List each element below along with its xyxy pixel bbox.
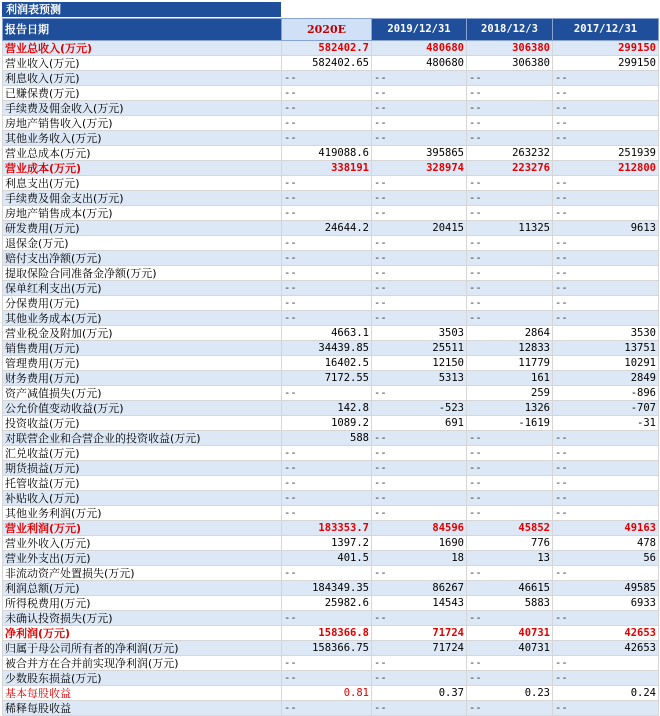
row-label[interactable]: 托管收益(万元) — [3, 476, 282, 491]
row-label[interactable]: 补贴收入(万元) — [3, 491, 282, 506]
cell-2018[interactable]: -- — [467, 431, 553, 446]
cell-2020e[interactable]: 183353.7 — [282, 521, 372, 536]
cell-2019[interactable]: -- — [372, 296, 467, 311]
cell-2017[interactable]: -- — [553, 101, 659, 116]
table-row — [3, 41, 659, 56]
cell-2017[interactable]: -- — [553, 491, 659, 506]
cell-2017[interactable]: -- — [553, 311, 659, 326]
cell-2019[interactable]: 0.37 — [372, 686, 467, 701]
table-row — [3, 536, 659, 551]
row-label[interactable]: 利润总额(万元) — [3, 581, 282, 596]
row-label[interactable]: 分保费用(万元) — [3, 296, 282, 311]
table-row — [3, 656, 659, 671]
cell-2018[interactable]: -- — [467, 671, 553, 686]
cell-2019[interactable]: 691 — [372, 416, 467, 431]
cell-2020e[interactable]: 0.81 — [282, 686, 372, 701]
cell-2020e[interactable]: 4663.1 — [282, 326, 372, 341]
cell-2019[interactable]: 1690 — [372, 536, 467, 551]
table-row — [3, 446, 659, 461]
header-col-2020e[interactable]: 2020E — [282, 19, 372, 41]
cell-2019[interactable]: -- — [372, 206, 467, 221]
cell-2017[interactable]: -- — [553, 131, 659, 146]
cell-2018[interactable]: -- — [467, 611, 553, 626]
table-row — [3, 71, 659, 86]
cell-2017[interactable]: 10291 — [553, 356, 659, 371]
cell-2019[interactable]: -- — [372, 461, 467, 476]
cell-2020e[interactable]: -- — [282, 176, 372, 191]
cell-2019[interactable]: 12150 — [372, 356, 467, 371]
cell-2018[interactable]: -- — [467, 191, 553, 206]
table-row — [3, 266, 659, 281]
cell-2019[interactable]: 71724 — [372, 641, 467, 656]
cell-2020e[interactable]: -- — [282, 296, 372, 311]
cell-2017[interactable]: -- — [553, 476, 659, 491]
cell-2019[interactable]: -- — [372, 176, 467, 191]
cell-2020e[interactable]: 419088.6 — [282, 146, 372, 161]
cell-2020e[interactable]: -- — [282, 446, 372, 461]
table-row — [3, 251, 659, 266]
table-row — [3, 116, 659, 131]
cell-2018[interactable]: -- — [467, 701, 553, 716]
row-label[interactable]: 保单红利支出(万元) — [3, 281, 282, 296]
cell-2019[interactable]: -- — [372, 236, 467, 251]
row-label[interactable]: 少数股东损益(万元) — [3, 671, 282, 686]
cell-2017[interactable]: -- — [553, 296, 659, 311]
cell-2017[interactable]: 478 — [553, 536, 659, 551]
cell-2018[interactable]: 11779 — [467, 356, 553, 371]
row-label[interactable]: 销售费用(万元) — [3, 341, 282, 356]
cell-2017[interactable]: 49163 — [553, 521, 659, 536]
table-row — [3, 281, 659, 296]
cell-2020e[interactable]: -- — [282, 191, 372, 206]
row-label[interactable]: 对联营企业和合营企业的投资收益(万元) — [3, 431, 282, 446]
table-row — [3, 131, 659, 146]
table-row — [3, 101, 659, 116]
cell-2019[interactable]: -- — [372, 71, 467, 86]
cell-2019[interactable]: -- — [372, 386, 467, 401]
cell-2017[interactable]: 2849 — [553, 371, 659, 386]
cell-2017[interactable]: -- — [553, 236, 659, 251]
cell-2020e[interactable]: -- — [282, 71, 372, 86]
row-label[interactable]: 被合并方在合并前实现净利润(万元) — [3, 656, 282, 671]
cell-2018[interactable]: -- — [467, 101, 553, 116]
row-label[interactable]: 期货损益(万元) — [3, 461, 282, 476]
cell-2020e[interactable]: 7172.55 — [282, 371, 372, 386]
cell-2019[interactable]: 86267 — [372, 581, 467, 596]
cell-2018[interactable]: -- — [467, 476, 553, 491]
cell-2018[interactable]: -- — [467, 206, 553, 221]
row-label[interactable]: 房地产销售收入(万元) — [3, 116, 282, 131]
cell-2017[interactable]: 49585 — [553, 581, 659, 596]
cell-2019[interactable]: -- — [372, 311, 467, 326]
cell-2019[interactable]: 480680 — [372, 56, 467, 71]
cell-2018[interactable]: 46615 — [467, 581, 553, 596]
cell-2020e[interactable]: 158366.8 — [282, 626, 372, 641]
cell-2020e[interactable]: -- — [282, 671, 372, 686]
cell-2019[interactable]: -- — [372, 86, 467, 101]
cell-2020e[interactable]: -- — [282, 131, 372, 146]
table-row — [3, 371, 659, 386]
cell-2020e[interactable]: 582402.7 — [282, 41, 372, 56]
cell-2017[interactable]: 251939 — [553, 146, 659, 161]
cell-2018[interactable]: -- — [467, 176, 553, 191]
cell-2017[interactable]: -- — [553, 86, 659, 101]
cell-2020e[interactable]: -- — [282, 311, 372, 326]
row-label[interactable]: 利息支出(万元) — [3, 176, 282, 191]
cell-2017[interactable]: 299150 — [553, 41, 659, 56]
cell-2019[interactable]: -- — [372, 446, 467, 461]
cell-2020e[interactable]: -- — [282, 611, 372, 626]
header-row — [3, 19, 659, 41]
cell-2017[interactable]: 9613 — [553, 221, 659, 236]
cell-2020e[interactable]: 1089.2 — [282, 416, 372, 431]
cell-2018[interactable]: -- — [467, 491, 553, 506]
cell-2020e[interactable]: 24644.2 — [282, 221, 372, 236]
cell-2020e[interactable]: 16402.5 — [282, 356, 372, 371]
row-label[interactable]: 资产减值损失(万元) — [3, 386, 282, 401]
table-row — [3, 566, 659, 581]
cell-2018[interactable]: 223276 — [467, 161, 553, 176]
cell-2018[interactable]: 40731 — [467, 641, 553, 656]
cell-2018[interactable]: 5883 — [467, 596, 553, 611]
cell-2019[interactable]: 84596 — [372, 521, 467, 536]
cell-2020e[interactable]: -- — [282, 281, 372, 296]
cell-2019[interactable]: -- — [372, 701, 467, 716]
table-row — [3, 476, 659, 491]
row-label[interactable]: 营业总成本(万元) — [3, 146, 282, 161]
cell-2019[interactable]: 328974 — [372, 161, 467, 176]
cell-2018[interactable]: 776 — [467, 536, 553, 551]
cell-2017[interactable]: -- — [553, 281, 659, 296]
cell-2017[interactable]: -707 — [553, 401, 659, 416]
cell-2019[interactable]: 395865 — [372, 146, 467, 161]
cell-2018[interactable]: -- — [467, 251, 553, 266]
cell-2020e[interactable]: -- — [282, 491, 372, 506]
cell-2020e[interactable]: -- — [282, 266, 372, 281]
table-row — [3, 461, 659, 476]
cell-2020e[interactable]: -- — [282, 566, 372, 581]
cell-2018[interactable]: 161 — [467, 371, 553, 386]
cell-2018[interactable]: 45852 — [467, 521, 553, 536]
cell-2018[interactable]: -- — [467, 506, 553, 521]
cell-2020e[interactable]: -- — [282, 251, 372, 266]
cell-2018[interactable]: -- — [467, 236, 553, 251]
cell-2018[interactable]: -- — [467, 131, 553, 146]
income-statement-table — [2, 18, 659, 716]
cell-2017[interactable]: -896 — [553, 386, 659, 401]
row-label[interactable]: 净利润(万元) — [3, 626, 282, 641]
cell-2018[interactable]: 11325 — [467, 221, 553, 236]
cell-2017[interactable]: -- — [553, 251, 659, 266]
cell-2020e[interactable]: -- — [282, 386, 372, 401]
cell-2018[interactable]: -- — [467, 116, 553, 131]
cell-2018[interactable]: -- — [467, 656, 553, 671]
row-label[interactable]: 汇兑收益(万元) — [3, 446, 282, 461]
cell-2019[interactable]: -- — [372, 476, 467, 491]
cell-2020e[interactable]: -- — [282, 506, 372, 521]
row-label[interactable]: 已赚保费(万元) — [3, 86, 282, 101]
cell-2020e[interactable]: 34439.85 — [282, 341, 372, 356]
cell-2018[interactable]: -- — [467, 71, 553, 86]
cell-2017[interactable]: -- — [553, 506, 659, 521]
table-row — [3, 341, 659, 356]
row-label[interactable]: 未确认投资损失(万元) — [3, 611, 282, 626]
cell-2019[interactable]: -- — [372, 431, 467, 446]
cell-2018[interactable]: -- — [467, 461, 553, 476]
row-label[interactable]: 归属于母公司所有者的净利润(万元) — [3, 641, 282, 656]
cell-2019[interactable]: -- — [372, 191, 467, 206]
cell-2019[interactable]: -- — [372, 656, 467, 671]
cell-2019[interactable]: -- — [372, 101, 467, 116]
table-row — [3, 86, 659, 101]
row-label[interactable]: 研发费用(万元) — [3, 221, 282, 236]
cell-2018[interactable]: 0.23 — [467, 686, 553, 701]
table-row — [3, 701, 659, 716]
cell-2020e[interactable]: -- — [282, 656, 372, 671]
table-row — [3, 641, 659, 656]
cell-2020e[interactable]: -- — [282, 461, 372, 476]
cell-2019[interactable]: -- — [372, 566, 467, 581]
sheet-title: 利润表预测 — [2, 2, 281, 17]
cell-2017[interactable]: -- — [553, 266, 659, 281]
cell-2019[interactable]: -- — [372, 266, 467, 281]
table-row — [3, 521, 659, 536]
cell-2017[interactable]: -- — [553, 206, 659, 221]
table-row — [3, 611, 659, 626]
cell-2017[interactable]: -31 — [553, 416, 659, 431]
cell-2018[interactable]: 259 — [467, 386, 553, 401]
table-row — [3, 416, 659, 431]
cell-2020e[interactable]: 1397.2 — [282, 536, 372, 551]
table-row — [3, 551, 659, 566]
cell-2018[interactable]: -- — [467, 311, 553, 326]
cell-2017[interactable]: -- — [553, 446, 659, 461]
table-row — [3, 596, 659, 611]
row-label[interactable]: 营业成本(万元) — [3, 161, 282, 176]
cell-2017[interactable]: 0.24 — [553, 686, 659, 701]
cell-2018[interactable]: 1326 — [467, 401, 553, 416]
cell-2020e[interactable]: -- — [282, 101, 372, 116]
row-label[interactable]: 营业外支出(万元) — [3, 551, 282, 566]
row-label[interactable]: 房地产销售成本(万元) — [3, 206, 282, 221]
table-row — [3, 146, 659, 161]
row-label[interactable]: 所得税费用(万元) — [3, 596, 282, 611]
cell-2017[interactable]: -- — [553, 176, 659, 191]
cell-2018[interactable]: 40731 — [467, 626, 553, 641]
cell-2018[interactable]: 306380 — [467, 56, 553, 71]
cell-2017[interactable]: -- — [553, 431, 659, 446]
row-label[interactable]: 管理费用(万元) — [3, 356, 282, 371]
row-label[interactable]: 公允价值变动收益(万元) — [3, 401, 282, 416]
cell-2019[interactable]: 480680 — [372, 41, 467, 56]
cell-2019[interactable]: -- — [372, 671, 467, 686]
table-row — [3, 431, 659, 446]
cell-2017[interactable]: -- — [553, 701, 659, 716]
cell-2019[interactable]: -- — [372, 281, 467, 296]
table-row — [3, 206, 659, 221]
cell-2019[interactable]: -- — [372, 491, 467, 506]
table-row — [3, 491, 659, 506]
cell-2017[interactable]: 42653 — [553, 641, 659, 656]
cell-2020e[interactable]: 588 — [282, 431, 372, 446]
cell-2020e[interactable]: -- — [282, 116, 372, 131]
cell-2017[interactable]: 13751 — [553, 341, 659, 356]
table-row — [3, 191, 659, 206]
row-label[interactable]: 提取保险合同准备金净额(万元) — [3, 266, 282, 281]
cell-2019[interactable]: -- — [372, 116, 467, 131]
row-label[interactable]: 投资收益(万元) — [3, 416, 282, 431]
cell-2017[interactable]: -- — [553, 191, 659, 206]
cell-2019[interactable]: -- — [372, 611, 467, 626]
cell-2018[interactable]: 13 — [467, 551, 553, 566]
table-row — [3, 626, 659, 641]
row-label[interactable]: 营业税金及附加(万元) — [3, 326, 282, 341]
cell-2017[interactable]: -- — [553, 71, 659, 86]
table-row — [3, 56, 659, 71]
table-row — [3, 386, 659, 401]
row-label[interactable]: 稀释每股收益 — [3, 701, 282, 716]
cell-2018[interactable]: 263232 — [467, 146, 553, 161]
cell-2019[interactable]: -523 — [372, 401, 467, 416]
cell-2019[interactable]: 71724 — [372, 626, 467, 641]
cell-2019[interactable]: 3503 — [372, 326, 467, 341]
cell-2019[interactable]: -- — [372, 506, 467, 521]
cell-2017[interactable]: 3530 — [553, 326, 659, 341]
cell-2019[interactable]: -- — [372, 251, 467, 266]
cell-2020e[interactable]: -- — [282, 206, 372, 221]
row-label[interactable]: 营业利润(万元) — [3, 521, 282, 536]
cell-2018[interactable]: -- — [467, 86, 553, 101]
row-label[interactable]: 手续费及佣金收入(万元) — [3, 101, 282, 116]
row-label[interactable]: 营业收入(万元) — [3, 56, 282, 71]
cell-2018[interactable]: 12833 — [467, 341, 553, 356]
cell-2020e[interactable]: 338191 — [282, 161, 372, 176]
row-label[interactable]: 财务费用(万元) — [3, 371, 282, 386]
cell-2020e[interactable]: 158366.75 — [282, 641, 372, 656]
row-label[interactable]: 赔付支出净额(万元) — [3, 251, 282, 266]
table-row — [3, 221, 659, 236]
cell-2019[interactable]: 25511 — [372, 341, 467, 356]
row-label[interactable]: 其他业务成本(万元) — [3, 311, 282, 326]
cell-2019[interactable]: 18 — [372, 551, 467, 566]
table-row — [3, 176, 659, 191]
table-row — [3, 311, 659, 326]
table-row — [3, 296, 659, 311]
cell-2018[interactable]: 306380 — [467, 41, 553, 56]
cell-2020e[interactable]: 142.8 — [282, 401, 372, 416]
cell-2020e[interactable]: -- — [282, 701, 372, 716]
cell-2018[interactable]: -- — [467, 446, 553, 461]
table-row — [3, 236, 659, 251]
cell-2019[interactable]: -- — [372, 131, 467, 146]
row-label[interactable]: 利息收入(万元) — [3, 71, 282, 86]
table-row — [3, 401, 659, 416]
cell-2018[interactable]: -- — [467, 296, 553, 311]
row-label[interactable]: 其他业务利润(万元) — [3, 506, 282, 521]
header-col-2018[interactable]: 2018/12/3 — [467, 19, 553, 41]
cell-2020e[interactable]: -- — [282, 236, 372, 251]
cell-2018[interactable]: -- — [467, 566, 553, 581]
cell-2019[interactable]: 14543 — [372, 596, 467, 611]
cell-2017[interactable]: -- — [553, 566, 659, 581]
header-report-date[interactable]: 报告日期 — [3, 19, 282, 41]
row-label[interactable]: 基本每股收益 — [3, 686, 282, 701]
cell-2019[interactable]: 20415 — [372, 221, 467, 236]
cell-2018[interactable]: 2864 — [467, 326, 553, 341]
cell-2020e[interactable]: -- — [282, 476, 372, 491]
cell-2020e[interactable]: 401.5 — [282, 551, 372, 566]
cell-2020e[interactable]: 184349.35 — [282, 581, 372, 596]
row-label[interactable]: 非流动资产处置损失(万元) — [3, 566, 282, 581]
cell-2017[interactable]: 42653 — [553, 626, 659, 641]
cell-2017[interactable]: -- — [553, 656, 659, 671]
cell-2020e[interactable]: -- — [282, 86, 372, 101]
cell-2017[interactable]: 299150 — [553, 56, 659, 71]
cell-2020e[interactable]: 582402.65 — [282, 56, 372, 71]
table-row — [3, 506, 659, 521]
cell-2017[interactable]: 56 — [553, 551, 659, 566]
cell-2018[interactable]: -- — [467, 281, 553, 296]
cell-2017[interactable]: -- — [553, 461, 659, 476]
cell-2018[interactable]: -- — [467, 266, 553, 281]
table-row — [3, 326, 659, 341]
cell-2017[interactable]: -- — [553, 671, 659, 686]
header-col-2017[interactable]: 2017/12/31 — [553, 19, 659, 41]
row-label[interactable]: 营业总收入(万元) — [3, 41, 282, 56]
cell-2020e[interactable]: 25982.6 — [282, 596, 372, 611]
row-label[interactable]: 手续费及佣金支出(万元) — [3, 191, 282, 206]
row-label[interactable]: 营业外收入(万元) — [3, 536, 282, 551]
row-label[interactable]: 退保金(万元) — [3, 236, 282, 251]
cell-2017[interactable]: 6933 — [553, 596, 659, 611]
cell-2019[interactable]: 5313 — [372, 371, 467, 386]
table-row — [3, 686, 659, 701]
cell-2018[interactable]: -1619 — [467, 416, 553, 431]
cell-2017[interactable]: 212800 — [553, 161, 659, 176]
row-label[interactable]: 其他业务收入(万元) — [3, 131, 282, 146]
table-row — [3, 581, 659, 596]
cell-2017[interactable]: -- — [553, 116, 659, 131]
cell-2017[interactable]: -- — [553, 611, 659, 626]
header-col-2019[interactable]: 2019/12/31 — [372, 19, 467, 41]
table-row — [3, 161, 659, 176]
table-row — [3, 356, 659, 371]
